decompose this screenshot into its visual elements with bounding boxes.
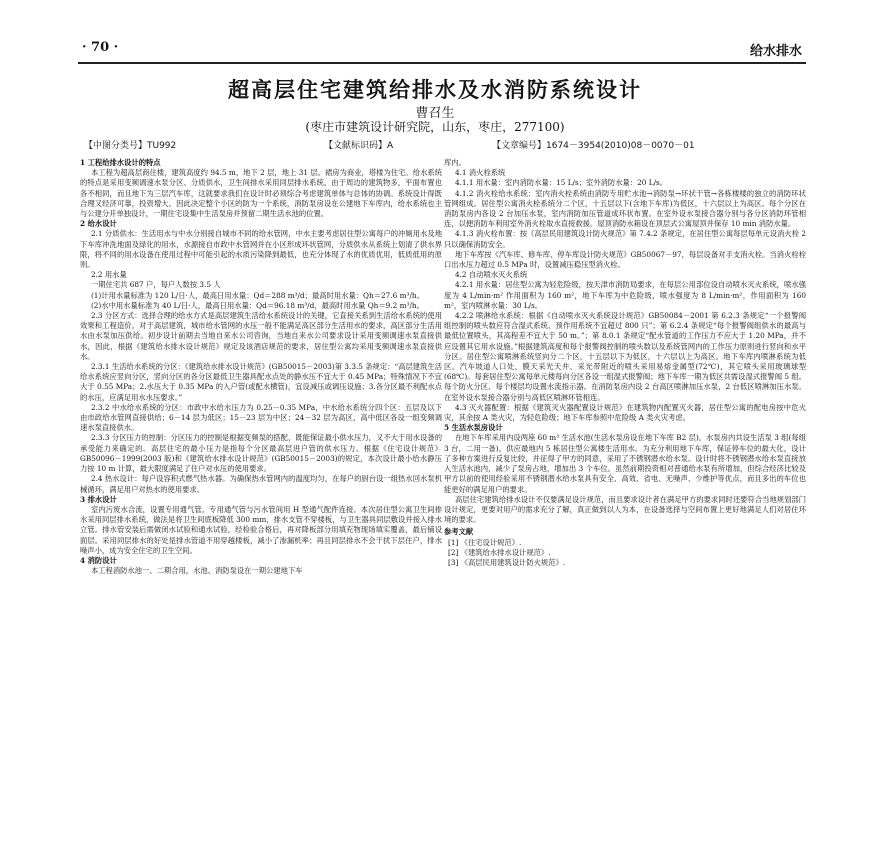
paragraph: 本工程为超高层商住楼，建筑高度约 94.5 m，地下 2 层，地上 31 层。裙房为商业，塔楼为住宅。给水系统的特点是采用变频调速水泵分区、分质供水，卫生间排水采用同层排水系统，由于周边的建筑物多，平面布置也各不相同，而且地下为三层汽车库，这就要求我们在设计时必须综合考虑建筑单体与总体的协调。系统设计得既合理又经济可靠，投资增大。因此决定整个小区的防为一个系统，消防泵房设在公建地下车库内，给水系统也主与公建分开单独设计，一期住宅设集中生活泵房并预留二期生活水池的位置。 bbox=[80, 168, 442, 219]
paragraph: 4.3 灭火器配置：根据《建筑灭火器配置设计规范》在建筑物内配置灭火器，居住型公寓的配电房按中危火灾，其余按 A 类火灾，为轻危险级；地下车库参照中危险级 A 类火灾考虑。 bbox=[444, 402, 806, 423]
paragraph: 地下车库按《汽车库、修车库、停车库设计防火规范》GB50067－97，每层设备对手支消火栓。当消火栓栓口出水压力超过 0.5 MPa 时，设置减压稳压型消火栓。 bbox=[444, 249, 806, 270]
paragraph: 2.2 用水量 bbox=[90, 270, 127, 280]
section-heading: 2 给水设计 bbox=[80, 219, 117, 229]
paragraph: 在地下车库采用内设两座 60 m³ 生活水池(生活水泵房设在地下车库 B2 层)，水泵房内共设生活泵 3 组(每组 3 台，二用一备)，供应最地内 5 栋居住型公寓楼生活用水。为充分利用地下车库，保证停车位的最大化，设计了多种方案进行反复比较，并征得了甲方的同意，采用了不锈钢潜水给水泵。设计时将不锈钢潜水给水泵直接放入生活水池内，减少了泵房占地，增加出 3 个车位。虽然前期投资相对普通给水泵有所增加，但综合经济比较及甲方以前的使用经验采用不锈钢潜水给水泵具有安全、高效、省电、无噪声、少维护等优点，而且多出的车位也能更好的满足用户的要求。 bbox=[444, 433, 806, 494]
paragraph: 室内污废水合流，设置专用通气管。专用通气管与污水管间用 H 型通气配件连接。本次居住型公寓卫生间排水采用同层排水系统，做法是将卫生间底板降低 300 mm，排水支管不穿楼板，与卫生器具同层敷设并接入排水立管。排水管安装后需做闭水试验和通水试验，经检验合格后，再对降板部分用填充物现场填实覆盖，最后铺设面层。采用同层排水的好处是排水管道不用穿越楼板，减小了渗漏机率；再且同层排水不会干扰下层住户，排水噪声小，成为安全住宅的卫生空间。 bbox=[80, 504, 442, 555]
paragraph: 4.2.1 用水量：居住型公寓为轻危险级，按天津市消防局要求，在每层公用部位设自动喷水灭火系统，喷水强度为 4 L/min·m² 作用面积为 160 m²，地下车库为中危险级，喷水强度为 8 L/min·m²，作用面积为 160 m²，室内喷淋水量：30 L/s。 bbox=[444, 280, 806, 310]
paragraph: 4.2 自动喷水灭火系统 bbox=[454, 270, 528, 280]
author-affiliation: (枣庄市建筑设计研究院，山东，枣庄，277100) bbox=[305, 120, 565, 134]
section-heading: 1 工程给排水设计的特点 bbox=[80, 158, 161, 167]
journal-name: 给水排水 bbox=[749, 44, 802, 59]
running-header bbox=[78, 38, 806, 64]
right-text-column bbox=[444, 158, 806, 838]
article-title: 超高层住宅建筑给排水及水消防系统设计 bbox=[228, 78, 642, 102]
paragraph: 2.3.1 生活给水系统的分区：《建筑给水排水设计规范》(GB50015－2003)第 3.3.5 条规定：“高层建筑生活给水系统应竖向分区，竖向分区的各分区最低卫生器具配水点处的静水压不宜大于 0.45 MPa；特殊情况下不宜大于 0.55 MPa；2.水压大于 0.35 MPa 的入户管(或配水横管)，宜设减压或调压设施；3.各分区最不利配水点的水压，应满足用水水压要求。” bbox=[80, 362, 442, 402]
paragraph: 2.3.3 分区压力的控制：分区压力的控制是根据变频泵的搭配，既能保证最小供水压力，又不大于用水设备的承受能力来确定的。高层住宅的最小压力是指每个分区最高层进户管的供水压力。根据《住宅设计规范》GB50096－1999(2003 版)和《建筑给水排水设计规范》(GB50015－2003)的规定，本次设计最小给水静压力按 10 m 计算，最大限度满足了住户对水压的使用要求。 bbox=[80, 433, 442, 474]
paragraph: (1)计用水量标准为 120 L/日·人，最高日用水量：Qd＝288 m³/d；最高时用水量：Qh＝27.6 m³/h。 bbox=[90, 290, 424, 300]
paragraph: (2)水中用水量标准为 40 L/日·人，最高日用水量：Qd＝96.18 m³/d，最高时用水量 Qh＝9.2 m³/h。 bbox=[90, 300, 424, 310]
paragraph: 4.2.2 喷淋给水系统：根据《自动喷水灭火系统设计规范》GB50084－2001 第 6.2.3 条规定“一个报警阀组控制的喷头数应符合湿式系统、预作用系统不宜超过 800 只”；第 6.2.4 条规定“每个报警阀组供水的最高与最低位置喷头，其高程差不宜大于 50 m。”；第 8.0.1 条规定“配水管道的工作压力不应大于 1.20 MPa，并不应设置其它用水设施。”根据建筑高度和每个报警阀控制的喷头数以及系统管网内的工作压力原则进行竖向和水平分区。居住型公寓喷淋系统竖向分二个区，十五层以下为低区，十六层以上为高区。地下车库内喷淋系统为低区。汽车坡道人口处，膜天采光天井、采光带附近的喷头采用易熔金属型(72℃)，其它喷头采用玻璃球型(68℃)。每套居住型公寓每单元楼每向分区各设一组湿式报警阀；地下车库一期为低区共需设湿式报警阀 5 组。每个防火分区、每个楼层均设置水流指示器。在消防泵房内设 2 台高区喷淋加压水泵，2 台低区喷淋加压水泵。在室外设水泵接合器分别与高低区喷淋环管相连。 bbox=[444, 311, 806, 402]
paragraph: 2.3.2 中水给水系统的分区：市政中水给水压力为 0.25－0.35 MPa，中水给水系统分四个区：五层及以下由市政给水管网直接供给；6－14 层为低区；15－23 层为中区；24－32 层为高区，高中低区各设一组变频调速水泵直接供水。 bbox=[80, 402, 442, 433]
paragraph: 2.3 分区方式：选择合理的给水方式是高层建筑生活给水系统设计的关键，它直接关系到生活给水系统的使用效果和工程造价。对于高层建筑，城市给水管网的水压一般不能满足高区部分生活用水的要求，高区部分生活用水由水泵加压供给。初步设计前期去当地自来水公司咨询，当地自来水公司要求设计采用变频调速水泵直接供水，因此，根据《建筑给水排水设计规范》规定及该酒店规范的要求，居住型公寓均采用变频调速水泵直接供水。 bbox=[80, 311, 442, 361]
paragraph: 一期住宅共 687 户，每户人数按 3.5 人 bbox=[90, 280, 221, 290]
paragraph: 4.1.1 用水量：室内消防水量：15 L/s；室外消防水量：20 L/s。 bbox=[454, 178, 668, 188]
references-heading: 参考文献 bbox=[444, 527, 474, 537]
article-author: 曹召生 bbox=[415, 106, 455, 121]
article-metadata bbox=[84, 138, 804, 152]
page-number: · 70 · bbox=[82, 40, 119, 55]
paragraph: 4.1.2 消火栓给水系统：室内消火栓系统由消防专用贮水池→消防泵→环状干管→各栋楼楼的独立的消防环状管网组成。居住型公寓消火栓系统分二个区，十五层以下(含地下车库)为低区，十六层以上为高区。每个分区在消防泵房内各设 2 台加压水泵，室内消防加压管道成环状布置。在室外设水泵接合器分别与各分区消防环管相连，以便消防车利用室外消火栓取水直接救援。屋顶消防水箱设在顶层式公寓屋顶并保存 10 min 消防水量。 bbox=[444, 188, 806, 229]
reference-item: [3] 《高层民用建筑设计防火规范》. bbox=[448, 557, 566, 567]
section-heading: 4 消防设计 bbox=[80, 555, 117, 565]
paragraph: 4.1 消火栓系统 bbox=[454, 168, 506, 178]
reference-item: [2] 《建筑给水排水设计规范》. bbox=[448, 547, 551, 557]
section-heading: 5 生活水泵房设计 bbox=[444, 423, 503, 433]
paragraph: 高层住宅建筑给排水设计不仅要满足设计规范，而且要求设计者在满足甲方的要求同时还要符合当地规划部门设计规定，更要对用户的需求充分了解，真正做到以人为本，在设备选择与空间布置上更好地满足人们对居住环境的要求。 bbox=[444, 494, 806, 525]
section-heading: 3 排水设计 bbox=[80, 494, 117, 504]
left-text-column bbox=[80, 158, 442, 838]
reference-item: [1] 《住宅设计规范》. bbox=[448, 537, 522, 547]
paragraph: 2.1 分质供水：生活用水与中水分别接自城市不同的给水管网，中水主要考虑居住型公寓每户的冲厕用水及地下车库冲洗地面及绿化的用水，水源接自市政中水管网并在小区形成环状管网，分质供水从系统上划清了供水界限，将不同的用水设备在使用过程中可能引起的水质污染降到最低，也充分体现了水的优质优用，低质低用的原则。 bbox=[80, 229, 442, 270]
paragraph: 本工程消防水池一、二期合用，水池、消防泵设在一期公建地下车 bbox=[90, 566, 303, 576]
article-id: 【文章编号】1674－3954(2010)08－0070－01 bbox=[492, 141, 695, 151]
paragraph: 4.1.3 消火栓布置：按《高层民用建筑设计防火规范》第 7.4.2 条规定，在居住型公寓每层每单元设消火栓 2 只以确保消防安全。 bbox=[444, 229, 806, 249]
paragraph: 库内。 bbox=[444, 158, 466, 167]
clc-number: 【中图分类号】TU992 bbox=[84, 141, 177, 151]
document-code: 【文献标识码】A bbox=[324, 141, 394, 151]
paragraph: 2.4 热水设计：每户设容积式燃气热水器。为确保热水管网内的温度均匀，在每户的厨台设一组热水回水泵机械循环，满足用户对热水的使用要求。 bbox=[80, 474, 442, 494]
